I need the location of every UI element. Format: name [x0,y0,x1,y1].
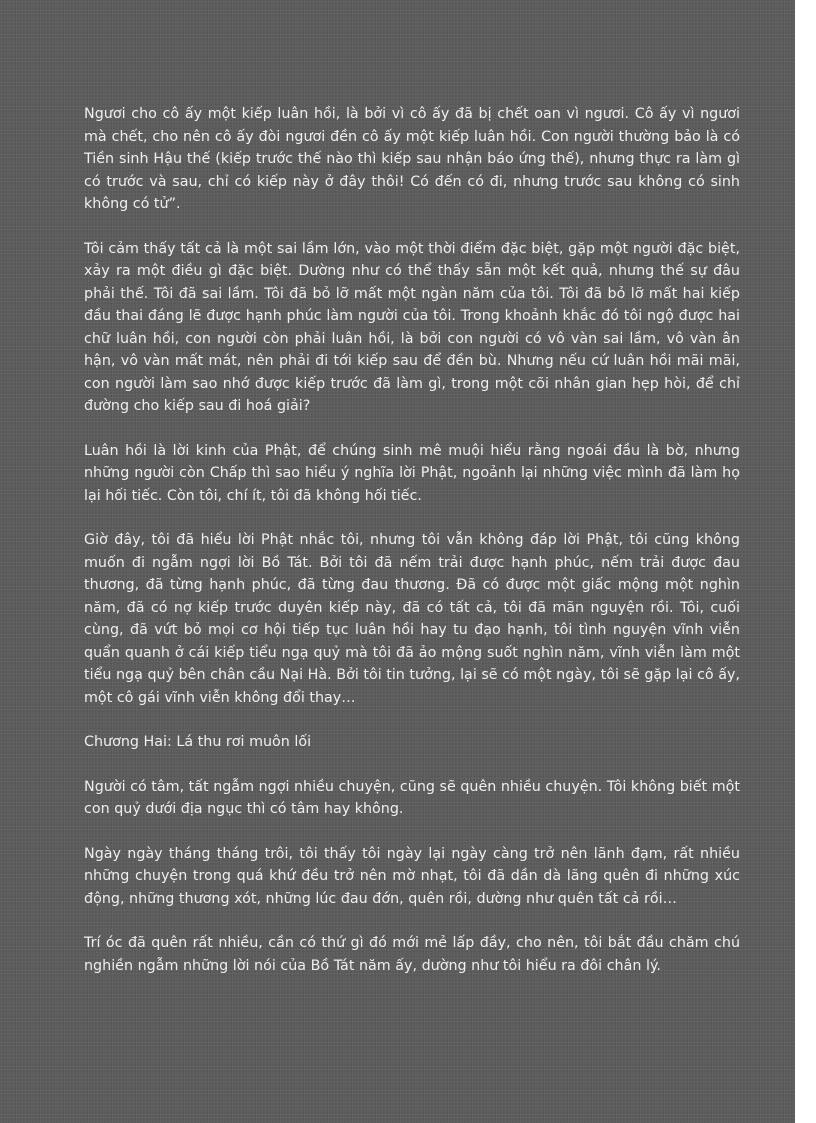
paragraph: Ngươi cho cô ấy một kiếp luân hồi, là bởi vì cô ấy đã bị chết oan vì ngươi. Cô ấy vì ngươi mà chết, cho nên cô ấy đòi ngươi đền cô ấy một kiếp luân hồi. Con người thường bảo là có Tiền sinh Hậu thế (kiếp trước thế nào thì kiếp sau nhận báo ứng thế), nhưng thực ra làm gì có trước và sau, chỉ có kiếp này ở đây thôi! Có đến có đi, nhưng trước sau không có sinh không có tử”. [84,106,740,212]
page-margin-strip [795,0,816,1123]
paragraph: Giờ đây, tôi đã hiểu lời Phật nhắc tôi, nhưng tôi vẫn không đáp lời Phật, tôi cũng không muốn đi ngẫm ngợi lời Bồ Tát. Bởi tôi đã nếm trải được hạnh phúc, nếm trải được đau thương, đã từng hạnh phúc, đã từng đau thương. Đã có được một giấc mộng một nghìn năm, đã có nợ kiếp trước duyên kiếp này, đã có tất cả, tôi đã mãn nguyện rồi. Tôi, cuối cùng, đã vứt bỏ mọi cơ hội tiếp tục luân hồi hay tu đạo hạnh, tôi tình nguyện vĩnh viễn quẩn quanh ở cái kiếp tiểu ngạ quỷ mà tôi đã ảo mộng suốt nghìn năm, vĩnh viễn làm một tiểu ngạ quỷ bên chân cầu Nại Hà. Bởi tôi tin tưởng, lại sẽ có một ngày, tôi sẽ gặp lại cô ấy, một cô gái vĩnh viễn không đổi thay… [84,532,740,706]
paragraph: Luân hồi là lời kinh của Phật, để chúng sinh mê muội hiểu rằng ngoái đầu là bờ, nhưng những người còn Chấp thì sao hiểu ý nghĩa lời Phật, ngoảnh lại những việc mình đã làm họ lại hối tiếc. Còn tôi, chí ít, tôi đã không hối tiếc. [84,442,740,504]
paragraph: Tôi cảm thấy tất cả là một sai lầm lớn, vào một thời điểm đặc biệt, gặp một người đặc biệt, xảy ra một điều gì đặc biệt. Dường như có thể thấy sẵn một kết quả, nhưng thế sự đâu phải thế. Tôi đã sai lầm. Tôi đã bỏ lỡ mất một ngàn năm của tôi. Tôi đã bỏ lỡ mất hai kiếp đầu thai đáng lẽ được hạnh phúc làm người của tôi. Trong khoảnh khắc đó tôi ngộ được hai chữ luân hồi, con người còn phải luân hồi, là bởi con người có vô vàn sai lầm, vô vàn ân hận, vô vàn mất mát, nên phải đi tới kiếp sau để đền bù. Nhưng nếu cứ luân hồi mãi mãi, con người làm sao nhớ được kiếp trước đã làm gì, trong một cõi nhân gian hẹp hòi, để chỉ đường cho kiếp sau đi hoá giải? [84,240,740,414]
body-text [84,103,740,999]
chapter-heading: Chương Hai: Lá thu rơi muôn lối [84,734,312,750]
paragraph: Ngày ngày tháng tháng trôi, tôi thấy tôi ngày lại ngày càng trở nên lãnh đạm, rất nhiều những chuyện trong quá khứ đều trở nên mờ nhạt, tôi đã dần dà lãng quên đi những xúc động, những thương xót, những lúc đau đớn, quên rồi, dường như quên tất cả rồi… [84,845,740,907]
paragraph: Trí óc đã quên rất nhiều, cần có thứ gì đó mới mẻ lấp đầy, cho nên, tôi bắt đầu chăm chú nghiền ngẫm những lời nói của Bồ Tát năm ấy, dường như tôi hiểu ra đôi chân lý. [84,935,740,974]
paragraph: Người có tâm, tất ngẫm ngợi nhiều chuyện, cũng sẽ quên nhiều chuyện. Tôi không biết một con quỷ dưới địa ngục thì có tâm hay không. [84,778,740,817]
